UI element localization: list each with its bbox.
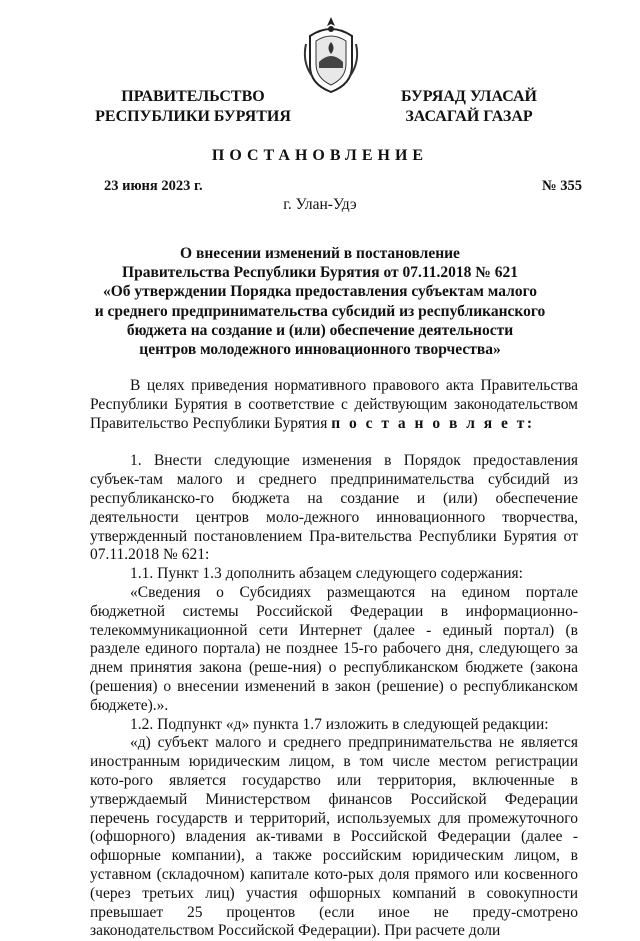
paragraph-1-1: 1.1. Пункт 1.3 дополнить абзацем следующего содержания: [130, 565, 523, 583]
issuer-line: БУРЯАД УЛАСАЙ [401, 88, 537, 105]
paragraph-1-2: 1.2. Подпункт «д» пункта 1.7 изложить в следующей редакции: [130, 715, 549, 733]
quote-paragraph-1: «Сведения о Субсидиях размещаются на едином портале бюджетной системы Российской Федерации в информационно-телекоммуникационной сети Интернет (далее - единый портал) (в разделе единого портала) не позднее 15-го рабочего дня, следующего за днем принятия закона (реше-ния) о республиканском бюджете (закона (решения) о внесении изменений в закон (решение) о республиканском бюджете).». [90, 583, 578, 714]
issuer-line: ЗАСАГАЙ ГАЗАР [405, 108, 533, 125]
title-line: бюджета на создание и (или) обеспечение деятельности [126, 321, 514, 339]
intro-paragraph [90, 377, 578, 433]
issuer-line: РЕСПУБЛИКИ БУРЯТИЯ [95, 108, 291, 125]
resolves-word: п о с т а н о в л я е т: [331, 414, 535, 432]
title-line: «Об утверждении Порядка предоставления субъектам малого [103, 283, 537, 301]
intro-text: В целях приведения нормативного правового акта Правительства Республики Бурятия в соответствие с действующим законодательством Правительство Республики Бурятия [90, 377, 578, 432]
paragraph-1: 1. Внести следующие изменения в Порядок предоставления субъек-там малого и среднего предпринимательства субсидий из республиканско-го бюджета на создание и (или) обеспечение деятельности центров моло-дежного инновационного творчества, утвержденный постановлением Пра-вительства Республики Бурятия от 07.11.2018 № 621: [90, 452, 578, 564]
document-number: № 355 [542, 178, 582, 194]
document-city: г. Улан-Удэ [283, 196, 357, 213]
coat-of-arms-icon [300, 14, 362, 94]
issuer-name-russian [88, 87, 298, 127]
title-line: и среднего предпринимательства субсидий из республиканского [94, 302, 546, 320]
title-line: Правительства Республики Бурятия от 07.11.2018 № 621 [122, 264, 518, 282]
title-line: центров молодежного инновационного творчества» [139, 341, 501, 359]
document-date: 23 июня 2023 г. [104, 178, 203, 194]
document-type: ПОСТАНОВЛЕНИЕ [211, 147, 429, 164]
document-title [90, 244, 550, 359]
issuer-name-buryat [384, 87, 554, 127]
quote-paragraph-2: «д) субъект малого и среднего предпринимательства не является иностранным юридическим лицом, в том числе местом регистрации кото-рого является государство или территория, включенные в утверждаемый Министерством финансов Российской Федерации перечень государств и территорий, используемых для промежуточного (офшорного) владения ак-тивами в Российской Федерации (далее - офшорные компании), а также российским юридическим лицом, в уставном (складочном) капитале кото-рых доля прямого или косвенного (через третьих лиц) участия офшорных компаний в совокупности превышает 25 процентов (если иное не преду-смотрено законодательством Российской Федерации). При расчете доли [90, 734, 578, 940]
document-body [90, 377, 578, 941]
title-line: О внесении изменений в постановление [180, 245, 460, 262]
issuer-line: ПРАВИТЕЛЬСТВО [121, 88, 265, 105]
